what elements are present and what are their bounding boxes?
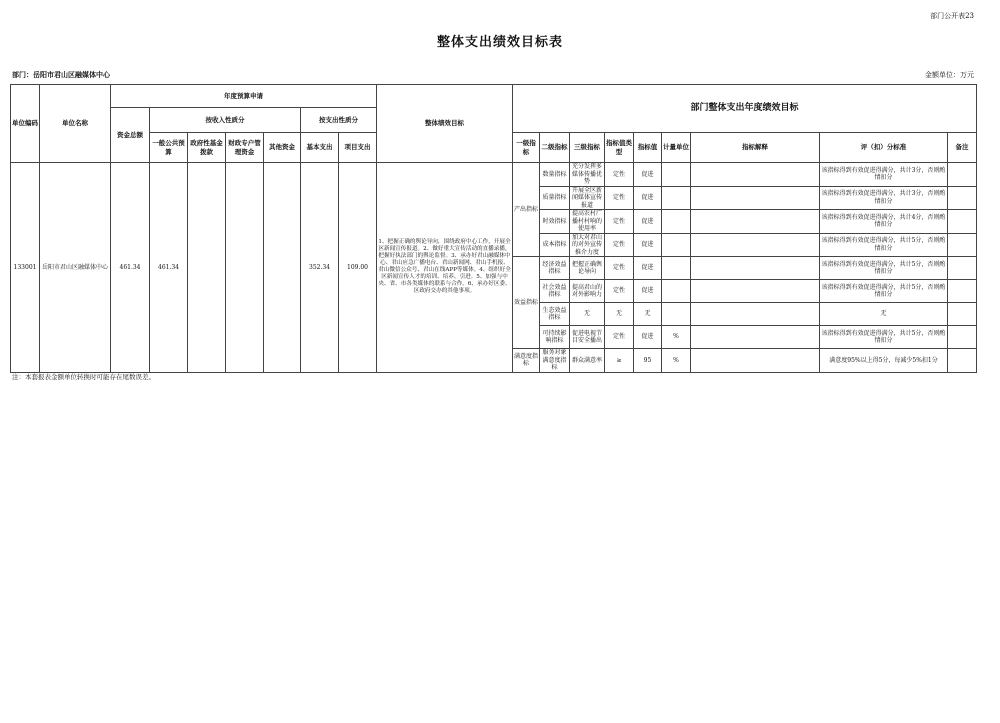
value-cell: 促进: [634, 186, 662, 210]
total-funds-cell: 461.34: [111, 163, 150, 373]
table-row: [11, 163, 977, 187]
header-measure-unit: 计量单位: [662, 133, 691, 163]
level2-cell: 时效指标: [540, 210, 570, 234]
remark-cell: [948, 349, 977, 373]
header-other-fund: 其他资金: [264, 133, 301, 163]
level1-output: 产出指标: [513, 163, 540, 257]
measure-unit-cell: %: [662, 349, 691, 373]
value-type-cell: 定性: [605, 233, 634, 257]
value-type-cell: 无: [605, 303, 634, 326]
measure-unit-cell: [662, 303, 691, 326]
header-basic-expense: 基本支出: [301, 133, 339, 163]
level3-cell: 提高君山的对外影响力: [570, 280, 605, 303]
page-title: 整体支出绩效目标表: [436, 35, 563, 50]
measure-unit-cell: [662, 210, 691, 234]
measure-unit-cell: [662, 186, 691, 210]
value-type-cell: 定性: [605, 163, 634, 187]
level3-cell: 提高农村广播村村响的使用率: [570, 210, 605, 234]
value-cell: 促进: [634, 257, 662, 280]
explain-cell: [691, 326, 820, 349]
remark-cell: [948, 186, 977, 210]
value-type-cell: 定性: [605, 210, 634, 234]
remark-cell: [948, 280, 977, 303]
gov-fund-cell: [188, 163, 226, 373]
header-explain: 指标解释: [691, 133, 820, 163]
value-type-cell: 定性: [605, 326, 634, 349]
measure-unit-cell: %: [662, 326, 691, 349]
overall-goal-text: 1、把握正确的舆论导向，围绕政府中心工作，开展全区新闻宣传报道。2、做好重大宣传活动的直播录播，把握好执法部门的舆论监督。3、承办好君山融媒体中心、君山应急广播电台、君山新闻网、君山手机报、君山微信公众号、君山在线APP等媒体。4、组织好全区新闻宣传人才的培训、培养、引进。5、加强与中央、省、市各类媒体的联系与合作。6、承办好区委、区政府交办的其他事项。: [377, 163, 513, 373]
explain-cell: [691, 303, 820, 326]
remark-cell: [948, 326, 977, 349]
header-public-budget: 一般公共预算: [150, 133, 188, 163]
header-special-fund: 财政专户管理资金: [226, 133, 264, 163]
level3-cell: 群众满意率: [570, 349, 605, 373]
level3-cell: 开展全区新闻媒体宣传报道: [570, 186, 605, 210]
table-number-label: 部门公开表23: [930, 12, 974, 20]
other-fund-cell: [264, 163, 301, 373]
explain-cell: [691, 257, 820, 280]
header-project-expense: 项目支出: [339, 133, 377, 163]
basic-expense-cell: 352.34: [301, 163, 339, 373]
value-type-cell: ≥: [605, 349, 634, 373]
explain-cell: [691, 186, 820, 210]
value-cell: 促进: [634, 326, 662, 349]
level3-cell: 充分发挥多媒体传播优势: [570, 163, 605, 187]
remark-cell: [948, 303, 977, 326]
measure-unit-cell: [662, 233, 691, 257]
remark-cell: [948, 163, 977, 187]
scoring-cell: 该指标得到有效促进得满分，共计5分，否则酌情扣分: [820, 280, 948, 303]
level2-cell: 质量指标: [540, 186, 570, 210]
amount-unit-label: 金额单位：万元: [925, 71, 974, 79]
remark-cell: [948, 233, 977, 257]
scoring-cell: 无: [820, 303, 948, 326]
unit-code-cell: 133001: [11, 163, 40, 373]
scoring-cell: 该指标得到有效促进得满分，共计3分，否则酌情扣分: [820, 163, 948, 187]
header-total-funds: 资金总额: [111, 108, 150, 163]
value-cell: 促进: [634, 163, 662, 187]
scoring-cell: 该指标得到有效促进得满分，共计5分，否则酌情扣分: [820, 233, 948, 257]
level2-cell: 数量指标: [540, 163, 570, 187]
remark-cell: [948, 257, 977, 280]
remark-cell: [948, 210, 977, 234]
header-value-type: 指标值类型: [605, 133, 634, 163]
unit-name-cell: 岳阳市君山区融媒体中心: [40, 163, 111, 373]
header-unit-code: 单位编码: [11, 85, 40, 163]
header-by-expense: 按支出性质分: [301, 108, 377, 133]
measure-unit-cell: [662, 257, 691, 280]
header-remark: 备注: [948, 133, 977, 163]
header-by-income: 按收入性质分: [150, 108, 301, 133]
value-type-cell: 定性: [605, 257, 634, 280]
header-level2: 二级指标: [540, 133, 570, 163]
level3-cell: 促进电视节目安全播出: [570, 326, 605, 349]
level1-benefit: 效益指标: [513, 257, 540, 349]
value-cell: 促进: [634, 233, 662, 257]
explain-cell: [691, 233, 820, 257]
value-cell: 促进: [634, 210, 662, 234]
header-level1: 一级指标: [513, 133, 540, 163]
value-cell: 促进: [634, 280, 662, 303]
header-scoring: 评（扣）分标准: [820, 133, 948, 163]
level2-cell: 成本指标: [540, 233, 570, 257]
level2-cell: 社会效益指标: [540, 280, 570, 303]
level2-cell: 生态效益指标: [540, 303, 570, 326]
explain-cell: [691, 349, 820, 373]
special-fund-cell: [226, 163, 264, 373]
level2-cell: 服务对象满意度指标: [540, 349, 570, 373]
header-unit-name: 单位名称: [40, 85, 111, 163]
scoring-cell: 该指标得到有效促进得满分，共计5分，否则酌情扣分: [820, 257, 948, 280]
public-budget-cell: 461.34: [150, 163, 188, 373]
level2-cell: 经济效益指标: [540, 257, 570, 280]
explain-cell: [691, 163, 820, 187]
level1-satisfaction: 满意度指标: [513, 349, 540, 373]
value-type-cell: 定性: [605, 186, 634, 210]
measure-unit-cell: [662, 163, 691, 187]
value-cell: 95: [634, 349, 662, 373]
explain-cell: [691, 280, 820, 303]
header-overall-goal: 整体绩效目标: [377, 85, 513, 163]
level2-cell: 可持续影响指标: [540, 326, 570, 349]
department-label: 部门：岳阳市君山区融媒体中心: [12, 70, 110, 79]
header-gov-fund: 政府性基金拨款: [188, 133, 226, 163]
scoring-cell: 满意度95%以上得5分，每减少5%扣1分: [820, 349, 948, 373]
scoring-cell: 该指标得到有效促进得满分，共计4分，否则酌情扣分: [820, 210, 948, 234]
header-level3: 三级指标: [570, 133, 605, 163]
footnote: 注：本套报表金额单位转换时可能存在尾数误差。: [12, 373, 155, 381]
level3-cell: 加大对君山的对外宣传推介力度: [570, 233, 605, 257]
value-type-cell: 定性: [605, 280, 634, 303]
measure-unit-cell: [662, 280, 691, 303]
explain-cell: [691, 210, 820, 234]
header-dept-goal: 部门整体支出年度绩效目标: [513, 85, 977, 133]
scoring-cell: 该指标得到有效促进得满分，共计3分，否则酌情扣分: [820, 186, 948, 210]
performance-target-table: [10, 84, 977, 373]
header-annual-budget: 年度预算申请: [111, 85, 377, 108]
value-cell: 无: [634, 303, 662, 326]
project-expense-cell: 109.00: [339, 163, 377, 373]
header-value: 指标值: [634, 133, 662, 163]
level3-cell: 把握正确舆论导向: [570, 257, 605, 280]
level3-cell: 无: [570, 303, 605, 326]
scoring-cell: 该指标得到有效促进得满分，共计5分，否则酌情扣分: [820, 326, 948, 349]
